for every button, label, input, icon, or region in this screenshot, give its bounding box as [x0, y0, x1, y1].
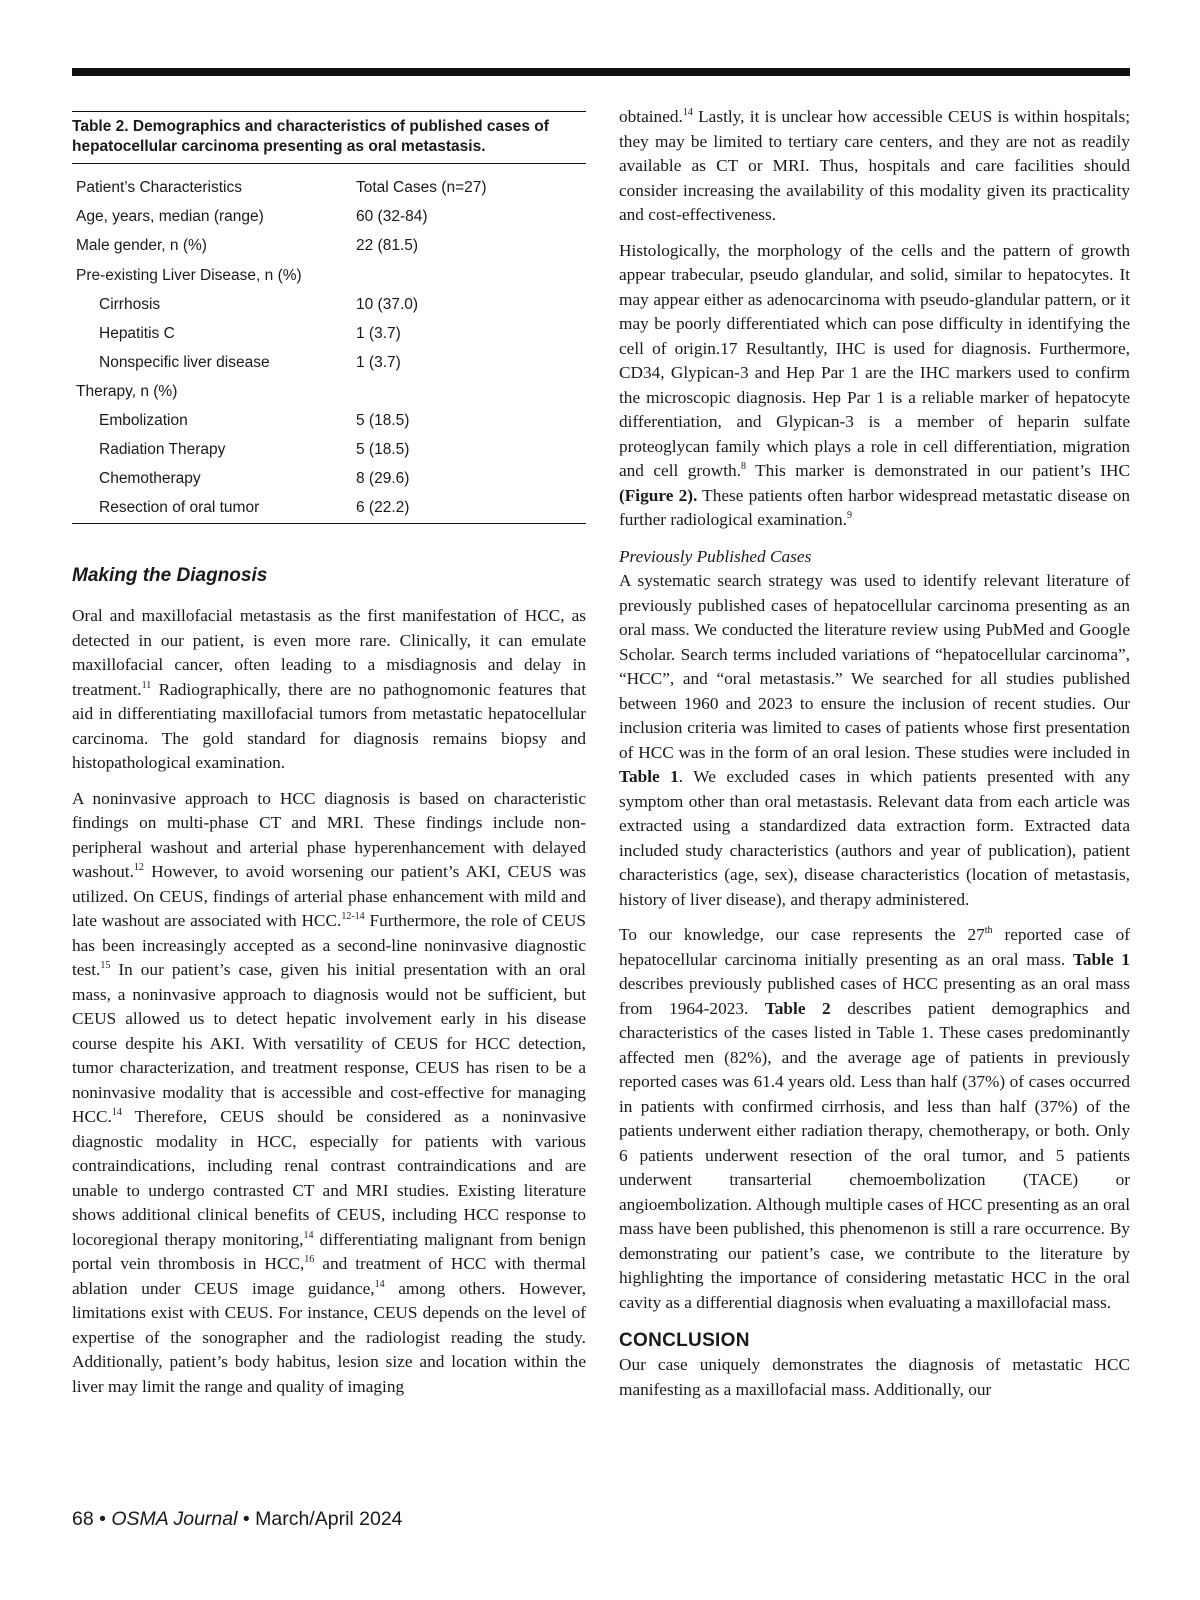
- table-row: [72, 319, 586, 348]
- text-run: Lastly, it is unclear how accessible CEUS is within hospitals; they may be limited to tertiary care centers, and they are not as readily available as CT or MRI. Thus, hospitals and care facilities should consider increasing the availability of this modality given its practicality and cost-effectiveness.: [619, 107, 1130, 224]
- text-run: These patients often harbor widespread metastatic disease on further radiological examination.: [619, 485, 1130, 529]
- figure-reference: (Figure 2).: [619, 485, 698, 505]
- text-run: Histologically, the morphology of the cells and the pattern of growth appear trabecular, pseudo glandular, and solid, similar to hepatocytes. It may appear either as adenocarcinoma with pseudo-glandular pattern, or it may be poorly differentiated which can pose difficulty in identifying the cell of origin.17 Resultantly, IHC is used for diagnosis. Furthermore, CD34, Glypican-3 and Hep Par 1 are the IHC markers used to confirm the microscopic diagnosis. Hep Par 1 is a reliable marker of hepatocyte differentiation, and Glypican-3 is a member of heparin sulfate proteoglycan family which plays a role in cell differentiation, migration and cell growth.: [619, 240, 1130, 480]
- citation: 14: [682, 107, 693, 119]
- table-row: [72, 407, 586, 436]
- body-paragraph: [72, 787, 586, 1400]
- table-row: [72, 465, 586, 494]
- table-header-cell: Total Cases (n=27): [356, 179, 487, 197]
- table-row: [72, 494, 586, 524]
- row-label: Male gender, n (%): [76, 237, 207, 255]
- citation: 12: [133, 862, 144, 874]
- table-row: [72, 290, 586, 319]
- text-run: . We excluded cases in which patients presented with any symptom other than oral metastasis. Relevant data from each article was extracted using a standardized data extraction form. Extracted data included study characteristics (authors and year of publication), patient characteristics (age, sex), disease characteristics (location of metastasis, history of liver disease), and therapy administered.: [619, 767, 1130, 909]
- row-value: 6 (22.2): [356, 499, 410, 517]
- text-run: To our knowledge, our case represents the 27: [619, 925, 985, 944]
- text-run: Furthermore, the role of CEUS has been increasingly accepted as a second-line noninvasive diagnostic test.: [72, 911, 586, 980]
- row-label: Resection of oral tumor: [99, 499, 260, 517]
- ordinal-suffix: th: [984, 925, 993, 937]
- row-label: Radiation Therapy: [99, 441, 226, 459]
- text-run: In our patient’s case, given his initial presentation with an oral mass, a noninvasive approach to diagnosis would not be sufficient, but CEUS allowed us to detect hepatic involvement early in his disease course despite his AKI. With versatility of CEUS for HCC detection, tumor characterization, and treatment response, CEUS has risen to be a noninvasive modality that is accessible and cost-effective for managing HCC.: [72, 960, 586, 1127]
- row-label: Age, years, median (range): [76, 208, 264, 226]
- text-run: Radiographically, there are no pathognomonic features that aid in differentiating maxillofacial tumors from metastatic hepatocellular carcinoma. The gold standard for diagnosis remains biopsy and histopathological examination.: [72, 679, 586, 773]
- row-value: 10 (37.0): [356, 295, 419, 313]
- text-run: However, to avoid worsening our patient’s AKI, CEUS was utilized. On CEUS, findings of arterial phase enhancement with mild and late washout are associated with HCC.: [72, 862, 586, 931]
- text-run: A noninvasive approach to HCC diagnosis is based on characteristic findings on multi-phase CT and MRI. These findings include non-peripheral washout and arterial phase hyperenhancement with delayed washout.: [72, 788, 586, 882]
- body-paragraph: Our case uniquely demonstrates the diagnosis of metastatic HCC manifesting as a maxillofacial mass. Additionally, our: [619, 1355, 1130, 1399]
- row-value: 1 (3.7): [356, 324, 401, 342]
- body-paragraph: [619, 105, 1130, 228]
- text-run: obtained.: [619, 107, 683, 126]
- table-row: [72, 378, 586, 407]
- left-column: [72, 105, 586, 1410]
- table-header-row: [72, 174, 586, 203]
- citation: 9: [846, 510, 852, 522]
- row-label: Cirrhosis: [99, 295, 161, 313]
- row-label: Pre-existing Liver Disease, n (%): [76, 266, 302, 284]
- row-label: Nonspecific liver disease: [99, 353, 270, 371]
- header-rule: [72, 68, 1130, 76]
- text-run: among others. However, limitations exist with CEUS. For instance, CEUS depends on the level of expertise of the sonographer and the radiologist reading the study. Additionally, patient’s body habitus, lesion size and location within the liver may limit the range and quality of imaging: [72, 1278, 587, 1396]
- row-label: Chemotherapy: [99, 470, 201, 488]
- table-row: [72, 349, 586, 378]
- row-label: Therapy, n (%): [76, 382, 178, 400]
- body-paragraph: [619, 239, 1130, 533]
- row-value: 5 (18.5): [356, 441, 410, 459]
- text-run: A systematic search strategy was used to identify relevant literature of previously published cases of hepatocellular carcinoma presenting as an oral mass. We conducted the literature review using PubMed and Google Scholar. Search terms included variations of “hepatocellular carcinoma”, “HCC”, and “oral metastasis.” We searched for all studies published between 1960 and 2023 to ensure the inclusion of recent studies. Our inclusion criteria was limited to cases of patients whose first presentation of HCC was in the form of an oral lesion. These studies were included in: [619, 571, 1130, 762]
- citation: 15: [100, 960, 111, 972]
- page-number: 68: [72, 1508, 94, 1530]
- table-row: [72, 261, 586, 290]
- body-paragraph: [619, 923, 1130, 1315]
- text-run: reported case of hepatocellular carcinoma initially presenting as an oral mass.: [619, 925, 1130, 969]
- row-value: 8 (29.6): [356, 470, 410, 488]
- citation: 11: [141, 679, 152, 691]
- section-heading-diagnosis: Making the Diagnosis: [72, 565, 268, 587]
- footer-bullet: •: [99, 1508, 106, 1530]
- citation: 16: [304, 1254, 315, 1266]
- demographics-table: [72, 174, 586, 524]
- citation: 12-14: [341, 911, 365, 923]
- issue-date: March/April 2024: [255, 1508, 403, 1530]
- row-label: Hepatitis C: [99, 324, 175, 342]
- journal-name: OSMA Journal: [111, 1508, 238, 1530]
- table-reference: Table 1: [619, 767, 679, 786]
- table-caption: Table 2. Demographics and characteristics of published cases of hepatocellular carcinoma presenting as oral metastasis.: [72, 111, 586, 164]
- table-reference: Table 2: [764, 998, 831, 1018]
- row-label: Embolization: [99, 412, 188, 430]
- citation: 14: [111, 1107, 122, 1119]
- table-header-cell: Patient’s Characteristics: [76, 179, 242, 197]
- table-reference: Table 1: [1072, 949, 1130, 969]
- row-value: 5 (18.5): [356, 412, 410, 430]
- row-value: 1 (3.7): [356, 353, 401, 371]
- body-paragraph: [72, 604, 586, 776]
- text-run: This marker is demonstrated in our patient’s IHC: [745, 461, 1130, 480]
- section-heading-conclusion: CONCLUSION: [619, 1330, 750, 1351]
- text-run: describes patient demographics and characteristics of the cases listed in Table 1. These cases predominantly affected men (82%), and the average age of patients in previously reported cases was 61.4 years old. Less than half (37%) of cases occurred in patients with confirmed cirrhosis, and less than half (37%) of the patients underwent either radiation therapy, chemotherapy, or both. Only 6 patients underwent resection of the oral tumor, and 5 patients underwent transarterial chemoembolization (TACE) or angioembolization. Although multiple cases of HCC presenting as an oral mass have been published, this phenomenon is still a rare occurrence. By demonstrating our patient’s case, we contribute to the literature by highlighting the importance of considering metastatic HCC in the oral cavity as a differential diagnosis when evaluating a maxillofacial mass.: [619, 998, 1131, 1312]
- body-paragraph: [619, 569, 1130, 912]
- citation: 8: [740, 461, 746, 473]
- subsection-heading-previous-cases: Previously Published Cases: [619, 546, 812, 566]
- text-run: and treatment of HCC with thermal ablation under CEUS image guidance,: [72, 1254, 586, 1298]
- right-column: [619, 105, 1130, 1413]
- page-footer: [72, 1508, 403, 1531]
- citation: 14: [374, 1278, 385, 1290]
- citation: 14: [303, 1229, 314, 1241]
- row-value: 22 (81.5): [356, 237, 419, 255]
- text-run: differentiating malignant from benign portal vein thrombosis in HCC,: [72, 1229, 586, 1274]
- row-value: 60 (32-84): [356, 208, 428, 226]
- table-row: [72, 436, 586, 465]
- text-run: Therefore, CEUS should be considered as a noninvasive diagnostic modality in HCC, especially for patients with various contraindications, including renal contrast contraindications and are unable to undergo contrasted CT and MRI studies. Existing literature shows additional clinical benefits of CEUS, including HCC response to locoregional therapy monitoring,: [72, 1107, 586, 1249]
- footer-bullet: •: [242, 1508, 250, 1530]
- text-run: describes previously published cases of HCC presenting as an oral mass from 1964-2023.: [619, 974, 1130, 1018]
- row-value: [352, 261, 586, 290]
- row-value: [352, 378, 586, 407]
- table-row: [72, 232, 586, 261]
- text-run: Oral and maxillofacial metastasis as the first manifestation of HCC, as detected in our patient, is even more rare. Clinically, it can emulate maxillofacial cancer, often leading to a misdiagnosis and delay in treatment.: [72, 606, 586, 699]
- table-row: [72, 203, 586, 232]
